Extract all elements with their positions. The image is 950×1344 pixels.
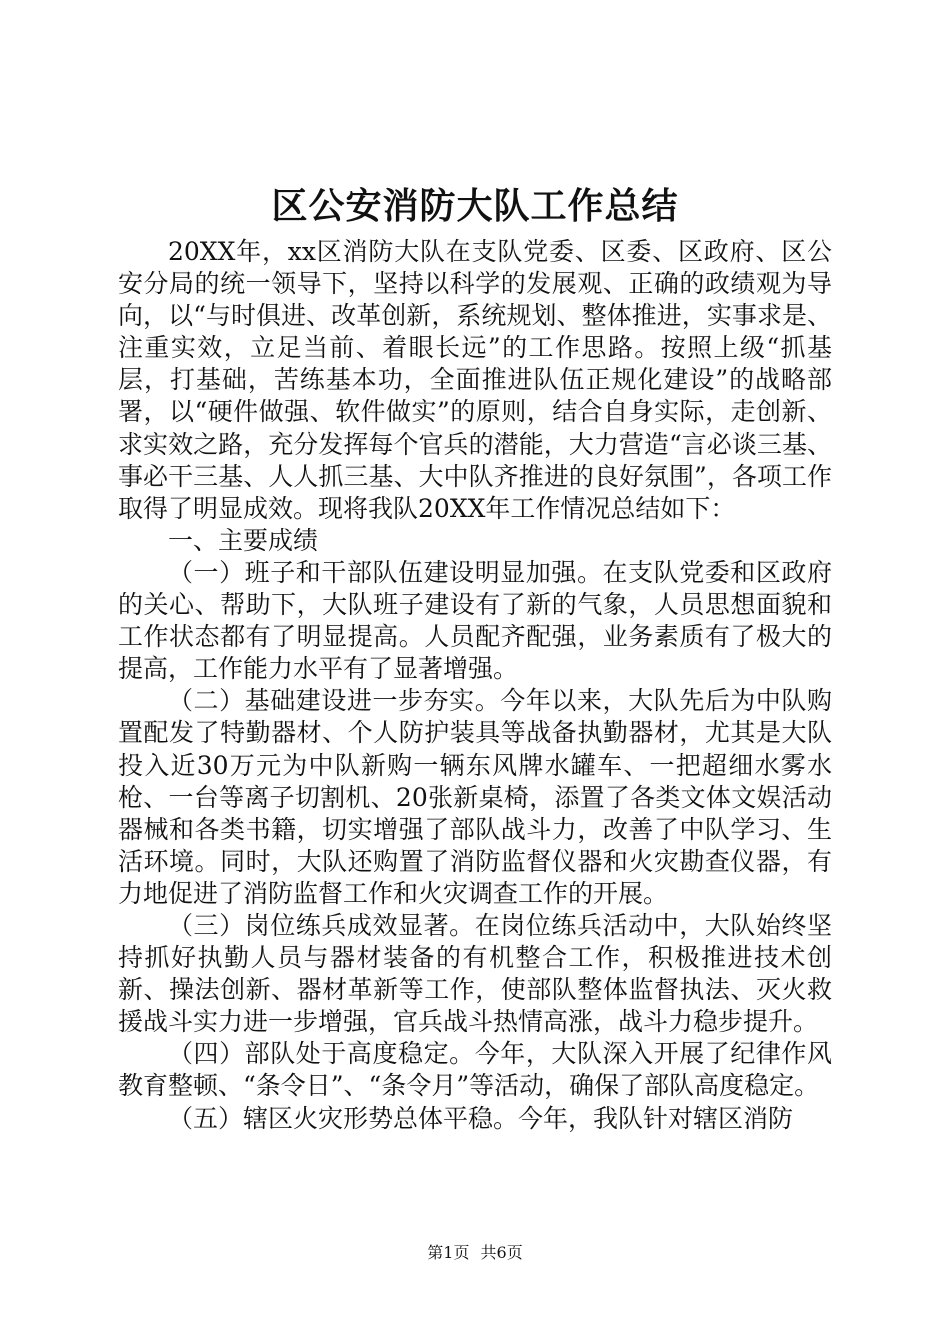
paragraph-item-1: （一）班子和干部队伍建设明显加强。在支队党委和区政府的关心、帮助下，大队班子建设有了新的气象，人员思想面貌和工作状态都有了明显提高。人员配齐配强，业务素质有了极大的提高，工作能力水平有了显著增强。 — [118, 557, 832, 684]
page-footer — [0, 1242, 950, 1264]
page-total: 共6页 — [480, 1243, 523, 1262]
document-title: 区公安消防大队工作总结 — [271, 185, 679, 227]
paragraph-item-4: （四）部队处于高度稳定。今年，大队深入开展了纪律作风教育整顿、“条令日”、“条令月”等活动，确保了部队高度稳定。 — [118, 1039, 832, 1101]
page-number: 第1页 — [427, 1243, 470, 1262]
paragraph-item-3: （三）岗位练兵成效显著。在岗位练兵活动中，大队始终坚持抓好执勤人员与器材装备的有机整合工作，积极推进技术创新、操法创新、器材革新等工作，使部队整体监督执法、灭火救援战斗实力进一步增强，官兵战斗热情高涨，战斗力稳步提升。 — [118, 910, 832, 1037]
document-body — [118, 236, 832, 1135]
paragraph-intro: 20XX年，xx区消防大队在支队党委、区委、区政府、区公安分局的统一领导下，坚持以科学的发展观、正确的政绩观为导向，以“与时俱进、改革创新，系统规划、整体推进，实事求是、注重实效，立足当前、着眼长远”的工作思路。按照上级“抓基层，打基础，苦练基本功，全面推进队伍正规化建设”的战略部署，以“硬件做强、软件做实”的原则，结合自身实际，走创新、求实效之路，充分发挥每个官兵的潜能，大力营造“言必谈三基、事必干三基、人人抓三基、大中队齐推进的良好氛围”，各项工作取得了明显成效。现将我队20XX年工作情况总结如下： — [118, 237, 832, 523]
paragraph-item-2: （二）基础建设进一步夯实。今年以来，大队先后为中队购置配发了特勤器材、个人防护装具等战备执勤器材，尤其是大队投入近30万元为中队新购一辆东风牌水罐车、一把超细水雾水枪、一台等离子切割机、20张新桌椅，添置了各类文体文娱活动器械和各类书籍，切实增强了部队战斗力，改善了中队学习、生活环境。同时，大队还购置了消防监督仪器和火灾勘查仪器，有力地促进了消防监督工作和火灾调查工作的开展。 — [118, 686, 832, 908]
section-heading: 一、主要成绩 — [168, 525, 319, 555]
paragraph-item-5: （五）辖区火灾形势总体平稳。今年，我队针对辖区消防 — [168, 1103, 794, 1133]
